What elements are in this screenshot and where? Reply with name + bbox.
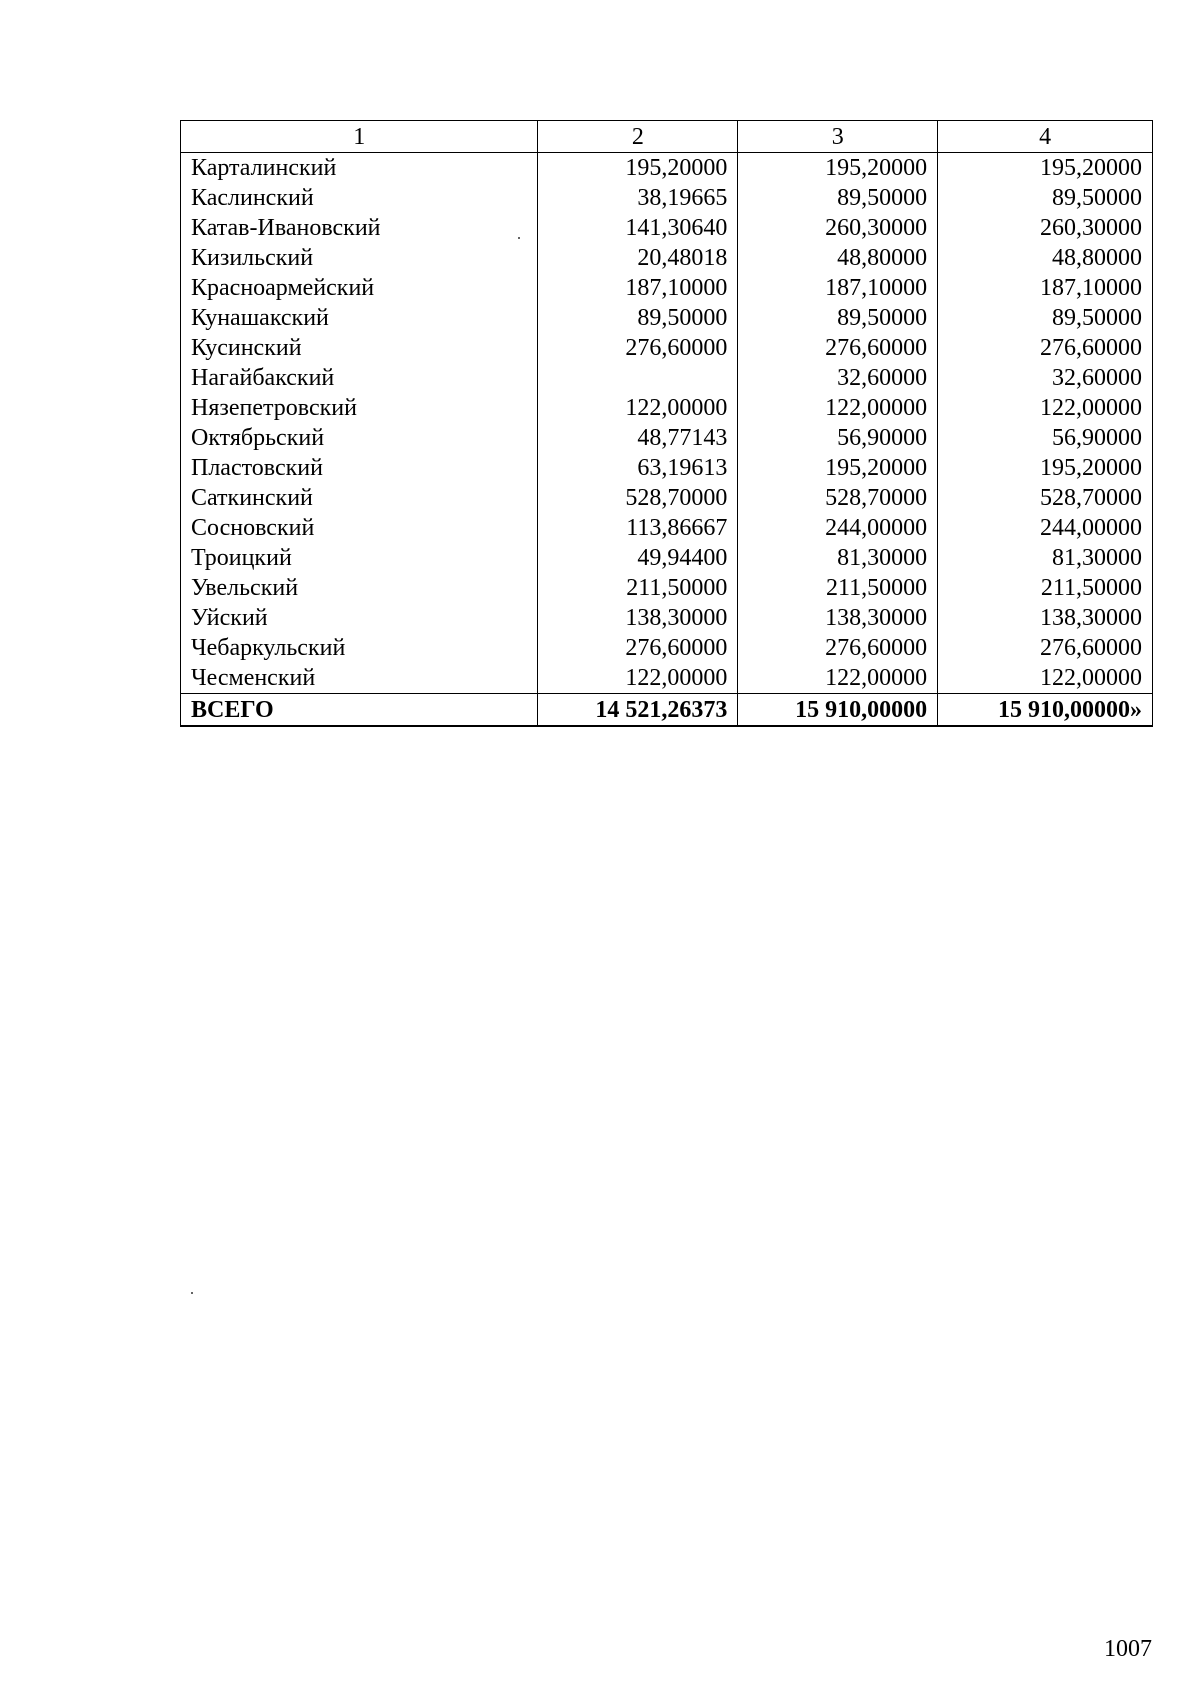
table-row xyxy=(181,273,1153,303)
header-col-3: 3 xyxy=(738,121,938,153)
value-col-4: 122,00000 xyxy=(938,663,1153,694)
value-col-3: 138,30000 xyxy=(738,603,938,633)
table-row xyxy=(181,303,1153,333)
value-col-2: 38,19665 xyxy=(538,183,738,213)
value-col-3: 195,20000 xyxy=(738,153,938,184)
value-col-3: 211,50000 xyxy=(738,573,938,603)
total-label: ВСЕГО xyxy=(181,694,538,727)
district-name: Троицкий xyxy=(181,543,538,573)
district-name: Каслинский xyxy=(181,183,538,213)
table-footer xyxy=(181,694,1153,727)
value-col-3: 81,30000 xyxy=(738,543,938,573)
header-col-2: 2 xyxy=(538,121,738,153)
district-name: Карталинский xyxy=(181,153,538,184)
value-col-2: 187,10000 xyxy=(538,273,738,303)
value-col-4: 138,30000 xyxy=(938,603,1153,633)
district-name: Кунашакский xyxy=(181,303,538,333)
value-col-2: 276,60000 xyxy=(538,333,738,363)
value-col-4: 122,00000 xyxy=(938,393,1153,423)
header-col-4: 4 xyxy=(938,121,1153,153)
table-row xyxy=(181,513,1153,543)
value-col-4: 276,60000 xyxy=(938,633,1153,663)
district-name: Кусинский xyxy=(181,333,538,363)
table-row xyxy=(181,573,1153,603)
table-row xyxy=(181,393,1153,423)
value-col-2 xyxy=(538,363,738,393)
value-col-3: 89,50000 xyxy=(738,183,938,213)
value-col-2: 48,77143 xyxy=(538,423,738,453)
value-col-2: 528,70000 xyxy=(538,483,738,513)
value-col-3: 32,60000 xyxy=(738,363,938,393)
value-col-3: 122,00000 xyxy=(738,663,938,694)
table-row xyxy=(181,543,1153,573)
table-row xyxy=(181,363,1153,393)
value-col-4: 187,10000 xyxy=(938,273,1153,303)
value-col-2: 211,50000 xyxy=(538,573,738,603)
value-col-2: 20,48018 xyxy=(538,243,738,273)
district-name: Октябрьский xyxy=(181,423,538,453)
value-col-2: 122,00000 xyxy=(538,393,738,423)
value-col-3: 48,80000 xyxy=(738,243,938,273)
value-col-4: 81,30000 xyxy=(938,543,1153,573)
value-col-4: 244,00000 xyxy=(938,513,1153,543)
district-name: Катав-Ивановский xyxy=(181,213,538,243)
value-col-3: 187,10000 xyxy=(738,273,938,303)
district-name: Увельский xyxy=(181,573,538,603)
value-col-3: 122,00000 xyxy=(738,393,938,423)
value-col-4: 195,20000 xyxy=(938,453,1153,483)
district-name: Пластовский xyxy=(181,453,538,483)
page-number: 1007 xyxy=(1104,1636,1152,1662)
value-col-4: 32,60000 xyxy=(938,363,1153,393)
value-col-4: 276,60000 xyxy=(938,333,1153,363)
value-col-2: 195,20000 xyxy=(538,153,738,184)
district-name: Красноармейский xyxy=(181,273,538,303)
value-col-2: 122,00000 xyxy=(538,663,738,694)
header-row xyxy=(181,121,1153,153)
value-col-3: 89,50000 xyxy=(738,303,938,333)
value-col-2: 138,30000 xyxy=(538,603,738,633)
value-col-3: 244,00000 xyxy=(738,513,938,543)
total-col-3: 15 910,00000 xyxy=(738,694,938,727)
value-col-4: 528,70000 xyxy=(938,483,1153,513)
table-row xyxy=(181,483,1153,513)
district-name: Кизильский xyxy=(181,243,538,273)
value-col-3: 276,60000 xyxy=(738,333,938,363)
value-col-3: 528,70000 xyxy=(738,483,938,513)
value-col-3: 260,30000 xyxy=(738,213,938,243)
budget-table xyxy=(180,120,1153,727)
table-row xyxy=(181,663,1153,694)
value-col-3: 276,60000 xyxy=(738,633,938,663)
scan-speck xyxy=(518,237,520,239)
total-row xyxy=(181,694,1153,727)
table-row xyxy=(181,183,1153,213)
table-row xyxy=(181,243,1153,273)
total-col-2: 14 521,26373 xyxy=(538,694,738,727)
table-row xyxy=(181,213,1153,243)
table-row xyxy=(181,423,1153,453)
district-name: Нагайбакский xyxy=(181,363,538,393)
value-col-2: 276,60000 xyxy=(538,633,738,663)
district-name: Саткинский xyxy=(181,483,538,513)
scan-speck xyxy=(191,1292,193,1294)
district-name: Чесменский xyxy=(181,663,538,694)
value-col-2: 89,50000 xyxy=(538,303,738,333)
value-col-4: 89,50000 xyxy=(938,183,1153,213)
value-col-3: 195,20000 xyxy=(738,453,938,483)
value-col-4: 56,90000 xyxy=(938,423,1153,453)
value-col-2: 113,86667 xyxy=(538,513,738,543)
district-name: Сосновский xyxy=(181,513,538,543)
value-col-4: 260,30000 xyxy=(938,213,1153,243)
table-row xyxy=(181,333,1153,363)
table-body xyxy=(181,153,1153,694)
district-name: Нязепетровский xyxy=(181,393,538,423)
table-row xyxy=(181,453,1153,483)
value-col-2: 63,19613 xyxy=(538,453,738,483)
table-header xyxy=(181,121,1153,153)
district-name: Чебаркульский xyxy=(181,633,538,663)
district-name: Уйский xyxy=(181,603,538,633)
header-col-1: 1 xyxy=(181,121,538,153)
value-col-4: 89,50000 xyxy=(938,303,1153,333)
value-col-4: 195,20000 xyxy=(938,153,1153,184)
total-col-4: 15 910,00000» xyxy=(938,694,1153,727)
table-row xyxy=(181,153,1153,184)
value-col-4: 211,50000 xyxy=(938,573,1153,603)
value-col-2: 141,30640 xyxy=(538,213,738,243)
value-col-2: 49,94400 xyxy=(538,543,738,573)
value-col-4: 48,80000 xyxy=(938,243,1153,273)
value-col-3: 56,90000 xyxy=(738,423,938,453)
table-row xyxy=(181,603,1153,633)
table-row xyxy=(181,633,1153,663)
